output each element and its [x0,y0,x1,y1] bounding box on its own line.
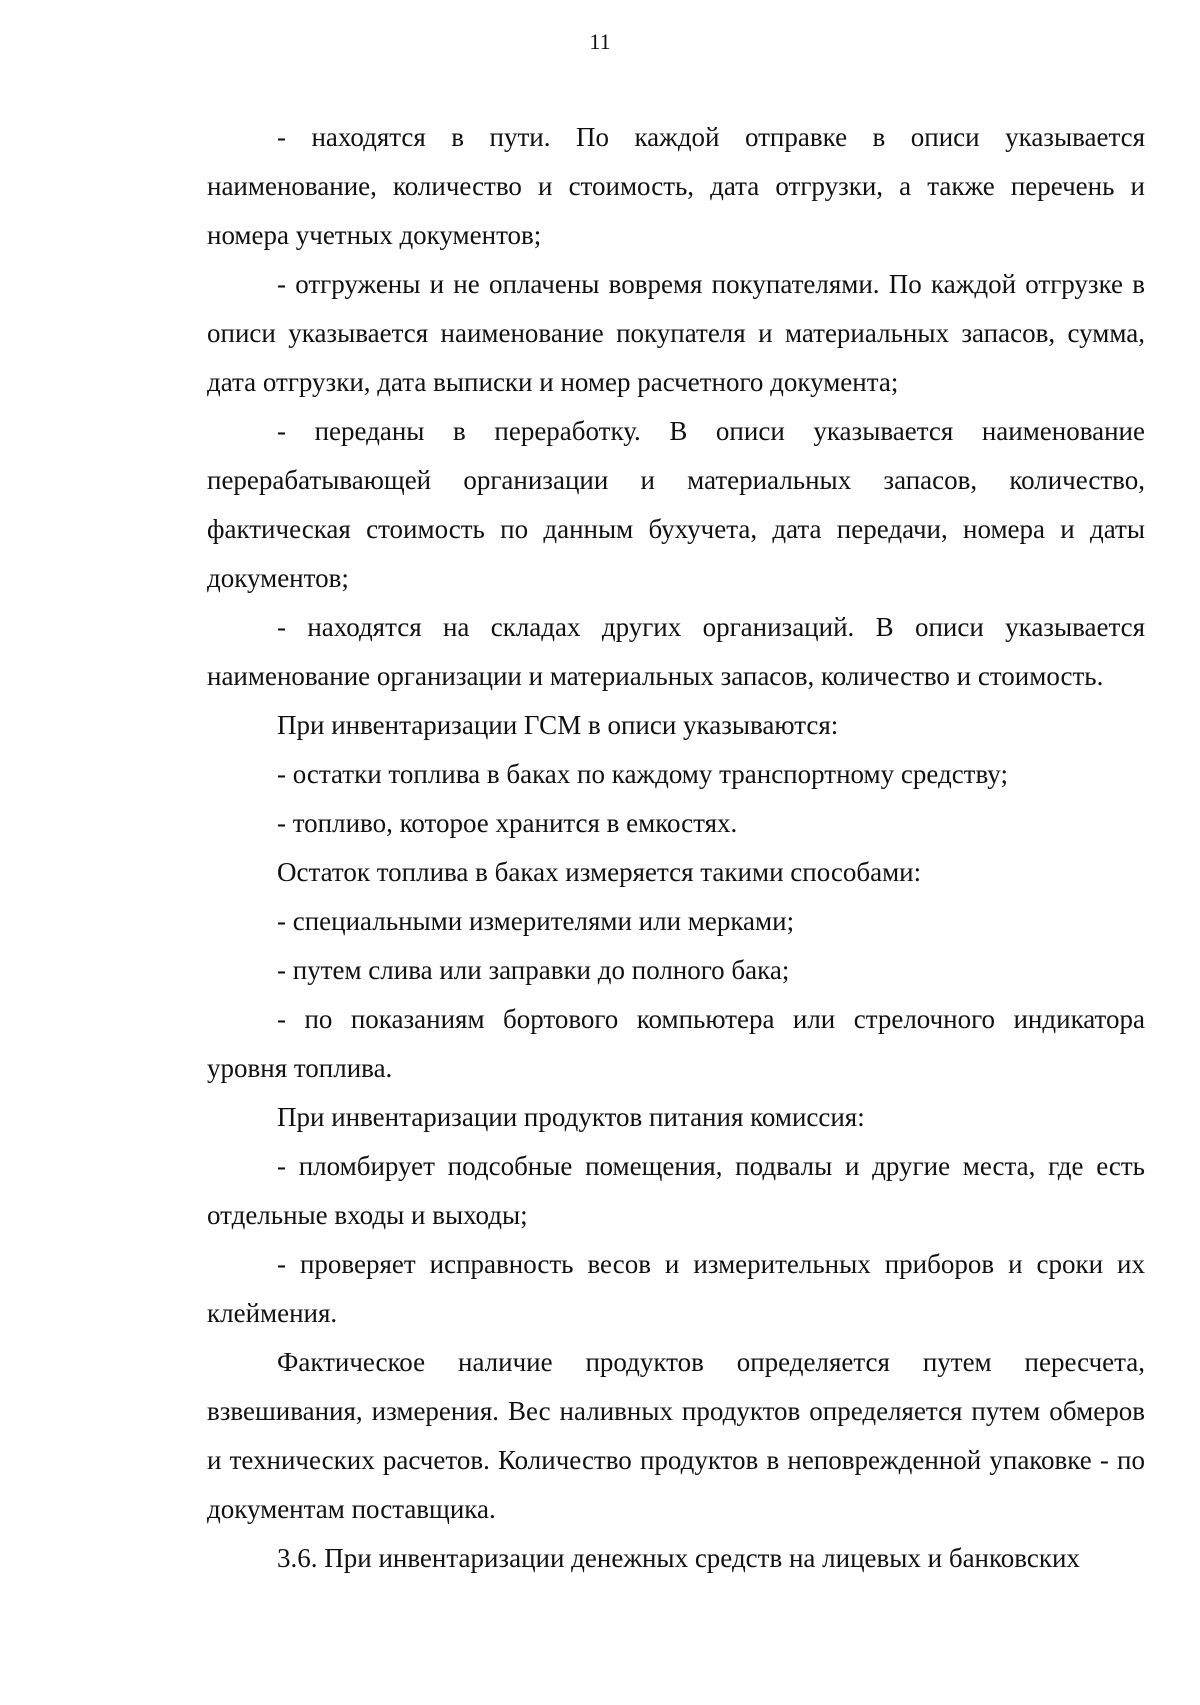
paragraph: - специальными измерителями или мерками; [277,906,795,936]
paragraph: - по показаниям бортового компьютера или стрелочного индикатора уровня топлива. [207,1004,1145,1083]
paragraph: При инвентаризации продуктов питания комиссия: [277,1102,865,1132]
paragraph: При инвентаризации ГСМ в описи указываются: [277,710,839,740]
paragraph: - остатки топлива в баках по каждому транспортному средству; [277,759,1008,789]
paragraph: - проверяет исправность весов и измерительных приборов и сроки их клеймения. [207,1249,1145,1328]
paragraph: 3.6. При инвентаризации денежных средств на лицевых и банковских [277,1543,1080,1573]
page-number: 11 [589,29,611,54]
paragraph: - находятся на складах других организаций. В описи указывается наименование организации и материальных запасов, количество и стоимость. [207,612,1145,691]
paragraph: - пломбирует подсобные помещения, подвалы и другие места, где есть отдельные входы и выходы; [207,1151,1145,1230]
paragraph: - переданы в переработку. В описи указывается наименование перерабатывающей организации и материальных запасов, количество, фактическая стоимость по данным бухучета, дата передачи, номера и даты документов; [207,416,1145,593]
paragraph: - отгружены и не оплачены вовремя покупателями. По каждой отгрузке в описи указывается наименование покупателя и материальных запасов, сумма, дата отгрузки, дата выписки и номер расчетного документа; [207,269,1145,397]
paragraph: Фактическое наличие продуктов определяется путем пересчета, взвешивания, измерения. Вес наливных продуктов определяется путем обмеров и технических расчетов. Количество продуктов в неповрежденной упаковке - по документам поставщика. [207,1347,1145,1524]
paragraph: - путем слива или заправки до полного бака; [277,955,790,985]
document-body [207,113,1145,1583]
paragraph: - топливо, которое хранится в емкостях. [277,808,738,838]
paragraph: Остаток топлива в баках измеряется такими способами: [277,857,922,887]
paragraph: - находятся в пути. По каждой отправке в описи указывается наименование, количество и стоимость, дата отгрузки, а также перечень и номера учетных документов; [207,122,1145,250]
